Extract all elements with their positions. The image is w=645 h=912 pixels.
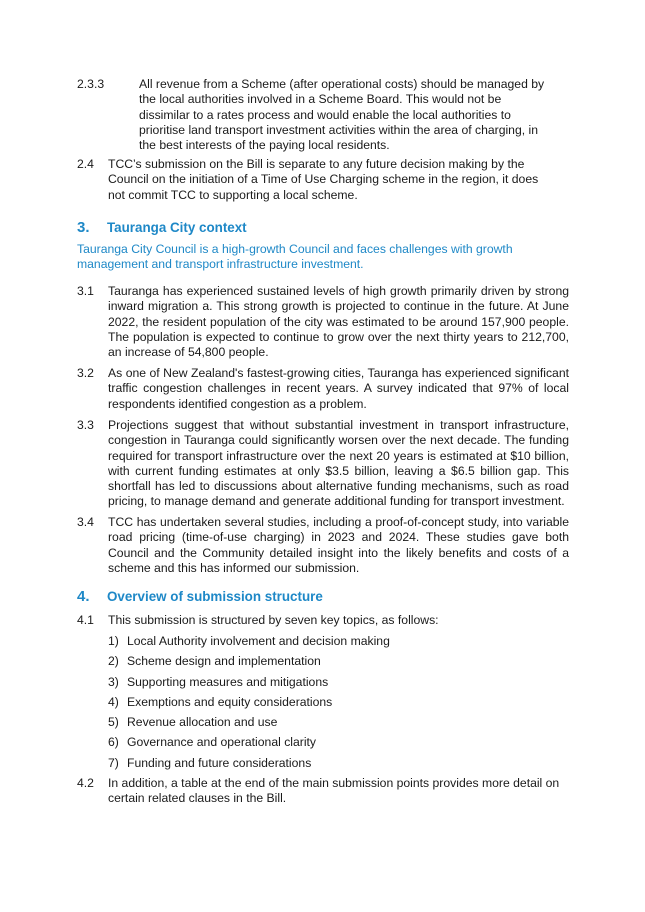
section-heading-4 <box>77 589 323 605</box>
list-item-label: Local Authority involvement and decision making <box>127 634 390 648</box>
list-item <box>108 675 548 695</box>
list-item-label: Funding and future considerations <box>127 755 312 770</box>
paragraph-4-1 <box>77 613 569 628</box>
list-item <box>108 756 548 776</box>
list-item-number: 4) <box>108 694 119 709</box>
paragraph-text: Projections suggest that without substantial investment in transport infrastructure, congestion in Tauranga could significantly worsen over the next decade. The funding required for transport infrastructure over the next 20 years is estimated at $10 billion, with current funding estimates at only $3.5 billion, leaving a $6.5 billion gap. This shortfall has led to discussions about alternative funding mechanisms, such as road pricing, to manage demand and generate additional funding for transport investment. <box>108 418 569 509</box>
section-number: 4. <box>77 588 90 605</box>
list-item-label: Supporting measures and mitigations <box>127 674 329 689</box>
section-title: Overview of submission structure <box>107 589 323 604</box>
paragraph-number: 2.3.3 <box>77 77 105 91</box>
paragraph-number: 3.2 <box>77 366 94 380</box>
paragraph-text: As one of New Zealand's fastest-growing cities, Tauranga has experienced significant traffic congestion challenges in recent years. A survey indicated that 97% of local respondents identified congestion as a problem. <box>108 366 569 411</box>
list-item <box>108 715 548 735</box>
topic-list <box>108 634 548 776</box>
paragraph-number: 3.4 <box>77 515 94 529</box>
paragraph-4-2 <box>77 776 569 807</box>
list-item <box>108 695 548 715</box>
paragraph-2-4 <box>77 157 555 203</box>
list-item <box>108 634 548 654</box>
paragraph-number: 2.4 <box>77 157 94 171</box>
list-item-number: 3) <box>108 674 119 689</box>
paragraph-2-3-3 <box>77 77 555 153</box>
paragraph-number: 3.1 <box>77 284 94 298</box>
paragraph-number: 4.2 <box>77 776 94 790</box>
list-item-number: 2) <box>108 654 119 669</box>
paragraph-text: TCC’s submission on the Bill is separate to any future decision making by the Council on the initiation of a Time of Use Charging scheme in the region, it does not commit TCC to supporting a local scheme. <box>108 157 539 202</box>
list-item-number: 7) <box>108 755 119 770</box>
section-heading-3 <box>77 220 247 236</box>
paragraph-number: 3.3 <box>77 418 94 432</box>
list-item-label: Exemptions and equity considerations <box>127 694 333 709</box>
paragraph-text: This submission is structured by seven key topics, as follows: <box>108 613 439 627</box>
paragraph-text: Tauranga has experienced sustained levels of high growth primarily driven by strong inward migration a. This strong growth is projected to continue in the future. At June 2022, the resident population of the city was estimated to be around 157,900 people. The population is expected to continue to grow over the next thirty years to 212,700, an increase of 54,800 people. <box>108 284 569 360</box>
section-title: Tauranga City context <box>107 220 247 235</box>
paragraph-3-4 <box>77 515 569 576</box>
list-item-number: 5) <box>108 715 119 730</box>
paragraph-number: 4.1 <box>77 613 94 627</box>
section-lead-3: Tauranga City Council is a high-growth Council and faces challenges with growth management and transport infrastructure investment. <box>77 242 513 272</box>
paragraph-text: TCC has undertaken several studies, including a proof-of-concept study, into variable road pricing (time-of-use charging) in 2023 and 2024. These studies gave both Council and the Community detailed insight into the likely benefits and costs of a scheme and this has informed our submission. <box>108 515 569 575</box>
section-number: 3. <box>77 219 90 236</box>
paragraph-3-3 <box>77 418 569 510</box>
list-item <box>108 654 548 674</box>
list-item-number: 1) <box>108 634 119 648</box>
list-item <box>108 735 548 755</box>
paragraph-3-1 <box>77 284 569 360</box>
paragraph-text: All revenue from a Scheme (after operational costs) should be managed by the local authorities involved in a Scheme Board. This would not be dissimilar to a rates process and would enable the local authorities to prioritise land transport investment activities within the area of charging, in the best interests of the paying local residents. <box>139 77 545 153</box>
list-item-number: 6) <box>108 735 119 750</box>
paragraph-3-2 <box>77 366 569 412</box>
list-item-label: Revenue allocation and use <box>127 715 278 730</box>
paragraph-text: In addition, a table at the end of the main submission points provides more detail on certain related clauses in the Bill. <box>108 776 560 806</box>
list-item-label: Governance and operational clarity <box>127 735 317 750</box>
list-item-label: Scheme design and implementation <box>127 654 321 669</box>
